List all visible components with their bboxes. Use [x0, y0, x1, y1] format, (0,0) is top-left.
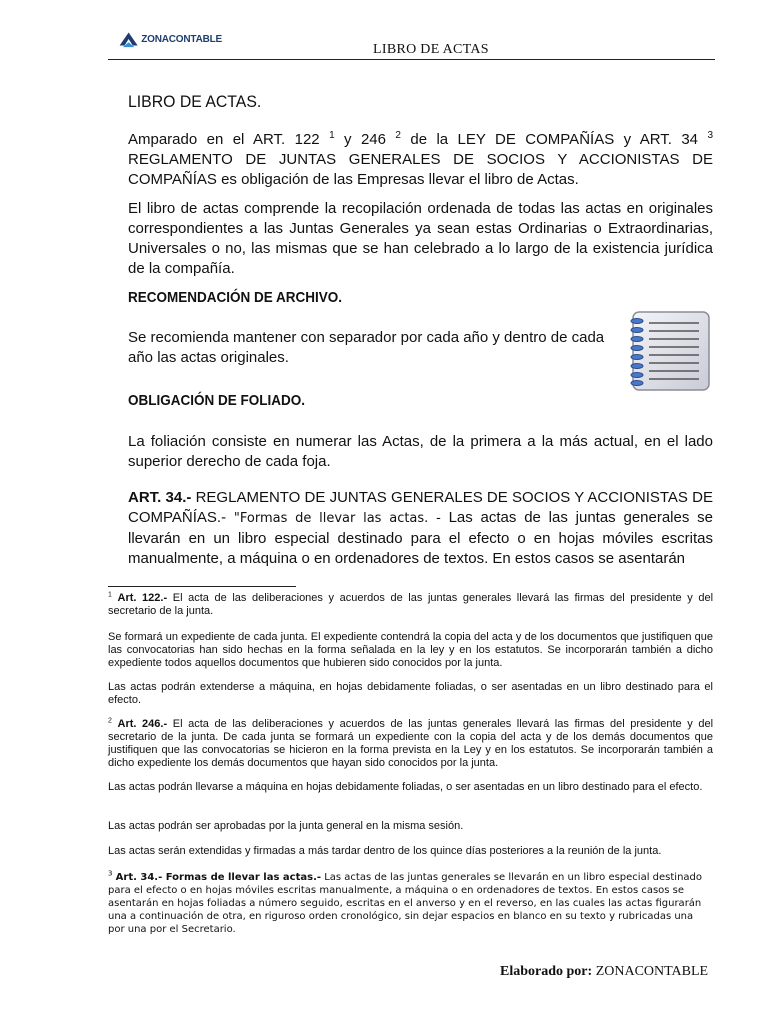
footnote-3-number: 3: [108, 869, 113, 878]
header-divider: [108, 59, 715, 60]
ring-binder-icon: [627, 311, 713, 391]
footnote-1-text: El acta de las deliberaciones y acuerdos de las juntas generales llevará las firmas del presidente y del secretario de la junta.: [108, 592, 714, 617]
footer-label: Elaborado por:: [500, 964, 593, 979]
art34-text-1: REGLAMENTO DE JUNTAS GENERALES DE SOCIOS Y ACCIONISTAS DE COMPAÑÍAS.-: [128, 489, 713, 526]
footnote-2-text: El acta de las deliberaciones y acuerdos de las juntas generales llevará las firmas del presidente y del secretario de la junta. De cada junta se formará un expediente con la copia del acta y de los demás documentos que justifiquen que las convocatorias se hicieron en la forma prevista en la Ley y en los estatutos. Se incorporarán también a dicho expediente los demás documentos que hayan sido conocidos por la junta.: [108, 718, 714, 769]
zonacontable-logo-icon: [118, 27, 139, 51]
footnote-2-paragraph-3: Las actas podrán ser aprobadas por la junta general en la misma sesión.: [108, 820, 464, 832]
art34-label: ART. 34.-: [128, 489, 192, 506]
footnote-divider: [108, 586, 296, 587]
footnote-2: [108, 718, 713, 770]
footnote-2-label: Art. 246.-: [117, 718, 168, 730]
archivo-paragraph: Se recomienda mantener con separador por cada año y dentro de cada año las actas originales.: [128, 329, 605, 366]
footnote-1-paragraph-3: Las actas podrán extenderse a máquina, en hojas debidamente foliadas, o ser asentadas en un libro destinado para el efecto.: [108, 681, 713, 706]
intro-text-2: y 246: [334, 131, 386, 148]
company-logo: [118, 24, 222, 54]
header-title: LIBRO DE ACTAS: [373, 42, 489, 57]
footnote-ref-1[interactable]: 1: [329, 130, 335, 141]
intro-text-4: REGLAMENTO DE JUNTAS GENERALES DE SOCIOS Y ACCIONISTAS DE COMPAÑÍAS es obligación de las Empresas llevar el libro de Actas.: [128, 151, 713, 188]
footnote-2-paragraph-4: Las actas serán extendidas y firmadas a más tardar dentro de los quince días posteriores a la reunión de la junta.: [108, 845, 662, 857]
heading-archivo: RECOMENDACIÓN DE ARCHIVO.: [128, 289, 343, 306]
art34-quote: "Formas de llevar las actas. -: [233, 511, 441, 526]
heading-foliado: OBLIGACIÓN DE FOLIADO.: [128, 392, 306, 409]
footnote-1-paragraph-2: Se formará un expediente de cada junta. El expediente contendrá la copia del acta y de los documentos que justifiquen que las convocatorias han sido hechas en la forma señalada en la ley y en los estatutos. Se incorporarán también a dicho expediente todos aquellos documentos que hubieren sido conocidos por la junta.: [108, 631, 713, 669]
page-title: LIBRO DE ACTAS.: [128, 92, 262, 111]
foliado-paragraph: La foliación consiste en numerar las Actas, de la primera a la más actual, en el lado superior derecho de cada foja.: [128, 433, 713, 470]
footnote-ref-2[interactable]: 2: [395, 130, 401, 141]
footnote-3: [108, 871, 708, 936]
logo-text: ZONACONTABLE: [141, 33, 222, 45]
intro-text-1: Amparado en el ART. 122: [128, 131, 320, 148]
footnote-3-text: Las actas de las juntas generales se llevarán en un libro especial destinado para el efecto o en hojas móviles escritas manualmente, a máquina o en ordenadores de textos. En estos casos se asentarán en hojas foliadas a número seguido, escritas en el anverso y en el reverso, en las cuales las actas figurarán una a continuación de otra, en riguroso orden cronológico, sin dejar espacios en blanco en su texto y rubricadas una por una por el Secretario.: [108, 872, 703, 935]
footnote-ref-3[interactable]: 3: [707, 130, 714, 141]
libro-description-paragraph: El libro de actas comprende la recopilación ordenada de todas las actas en originales correspondientes a las Juntas Generales ya sean estas Ordinarias o Extraordinarias, Universales o no, las mismas que se han celebrado a lo largo de la existencia jurídica de la compañía.: [128, 200, 713, 277]
footnote-2-number: 2: [108, 717, 112, 725]
art34-paragraph: [128, 488, 713, 569]
footnote-1-number: 1: [108, 591, 112, 599]
intro-paragraph: [128, 130, 713, 190]
footnote-1: [108, 592, 713, 618]
intro-text-3: de la LEY DE COMPAÑÍAS y ART. 34: [400, 131, 699, 148]
footnote-3-label: Art. 34.- Formas de llevar las actas.-: [115, 872, 322, 883]
footer-value: ZONACONTABLE: [592, 964, 709, 979]
art34-text-2: Las actas de las juntas generales se llevarán en un libro especial destinado para el efecto o en hojas móviles escritas manualmente, a máquina o en ordenadores de textos. En estos casos se asentarán: [128, 509, 714, 567]
footer: [500, 964, 708, 980]
footnote-1-label: Art. 122.-: [117, 592, 168, 604]
footnote-2-paragraph-2: Las actas podrán llevarse a máquina en hojas debidamente foliadas, o ser asentadas en un libro destinado para el efecto.: [108, 781, 703, 793]
